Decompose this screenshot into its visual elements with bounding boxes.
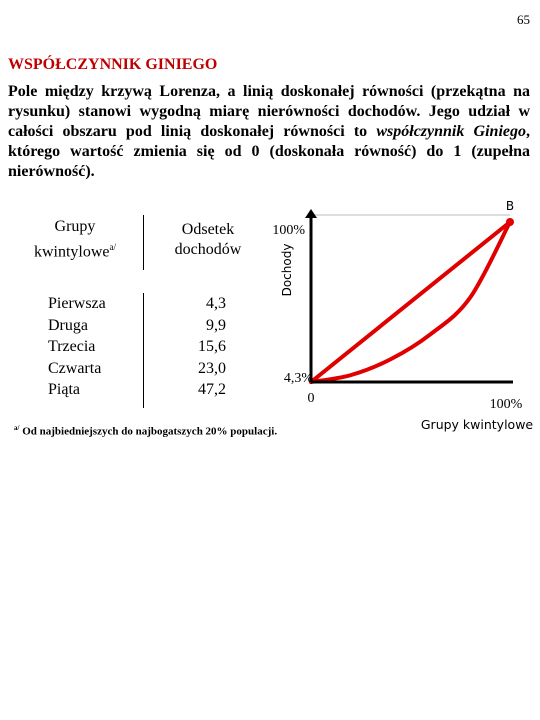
column-divider-upper — [143, 215, 144, 270]
group-name: Czwarta — [48, 359, 102, 377]
group-name: Druga — [48, 316, 88, 334]
x-end-label: 100% — [489, 397, 523, 412]
lorenz-chart — [255, 195, 540, 445]
share-value: 47,2 — [198, 381, 226, 398]
group-name: Pierwsza — [48, 295, 106, 312]
share-value: 9,9 — [206, 316, 226, 334]
body-paragraph — [8, 82, 530, 182]
point-b-label: B — [505, 199, 515, 213]
gini-term: współczynnik Giniego — [376, 123, 526, 140]
first-point-label: 4,3% — [283, 371, 313, 386]
chart-axes — [305, 209, 513, 382]
x-axis-label: Grupy kwintylowe — [420, 417, 534, 432]
chart-series — [311, 218, 514, 382]
page-number: 65 — [517, 12, 530, 27]
group-name: Trzecia — [48, 338, 96, 355]
share-value: 4,3 — [206, 295, 226, 312]
share-column — [170, 293, 226, 401]
y-axis-label: Dochody — [280, 243, 294, 297]
group-name: Piąta — [48, 381, 80, 398]
origin-label: 0 — [307, 391, 315, 406]
header-footnote-marker: a/ — [109, 242, 117, 252]
column-divider-lower — [143, 293, 144, 408]
share-value: 15,6 — [198, 338, 226, 355]
group-column — [48, 293, 106, 401]
y-axis-arrow — [305, 209, 317, 218]
header-groups — [20, 217, 130, 262]
footnote-marker: a/ — [14, 424, 20, 432]
y-top-label: 100% — [272, 223, 305, 238]
footnote-text: Od najbiedniejszych do najbogatszych 20% populacji. — [19, 425, 278, 438]
footnote — [14, 424, 277, 438]
equality-line — [311, 222, 510, 382]
paragraph-text-1: Pole między krzywą Lorenza, a linią doskonałej równości (przekątna na rysunku) stanowi wygodną miarę nierówności dochodów. Jego udział w całości obszaru pod linią doskonałej równości to — [8, 83, 530, 140]
header-share: Odsetek dochodów — [174, 221, 242, 258]
header-groups-label: Grupy kwintylowe — [33, 218, 110, 261]
section-title: WSPÓŁCZYNNIK GINIEGO — [8, 56, 218, 73]
point-b-marker — [506, 218, 514, 226]
paragraph-text-2: , którego wartość zmienia się od 0 (doskonała równość) do 1 (zupełna nierówność). — [8, 123, 530, 180]
share-value: 23,0 — [198, 359, 226, 377]
